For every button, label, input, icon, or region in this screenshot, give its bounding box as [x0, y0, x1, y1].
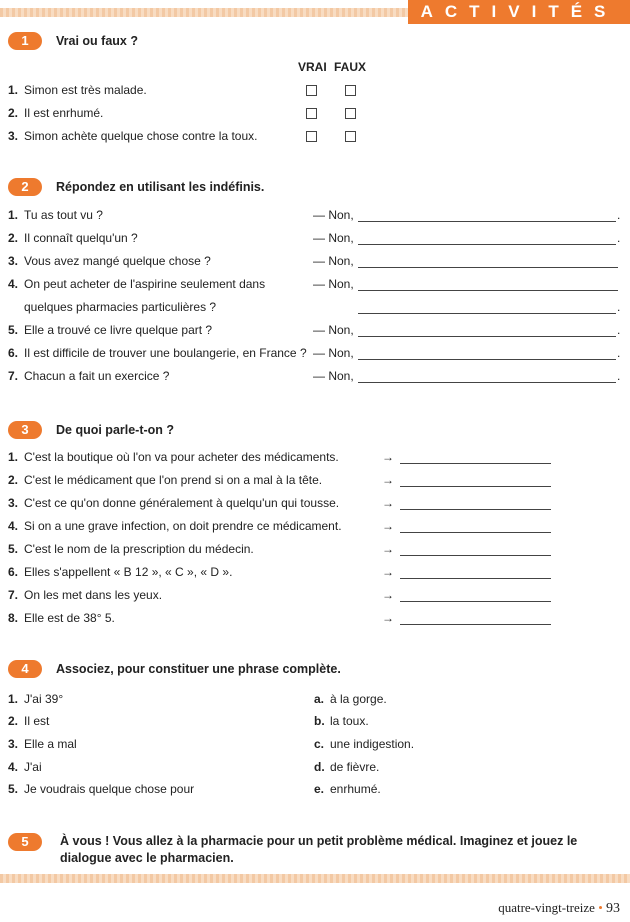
s3-arrow-4: → [382, 519, 394, 533]
s2-answer-line-1[interactable] [358, 221, 616, 222]
s2-item-3: 3. Vous avez mangé quelque chose ? [8, 254, 211, 268]
s2-item-2: 2. Il connaît quelqu'un ? [8, 231, 138, 245]
footer-bullet: • [598, 900, 603, 915]
s2-item-5: 5. Elle a trouvé ce livre quelque part ? [8, 323, 213, 337]
s3-item-2: 2. C'est le médicament que l'on prend si on a mal à la tête. [8, 473, 323, 487]
s3-arrow-8: → [382, 611, 394, 625]
s2-answer-line-2[interactable] [358, 244, 616, 245]
s3-arrow-7: → [382, 588, 394, 602]
s3-item-8: 8. Elle est de 38° 5. [8, 611, 115, 625]
s2-answer-line-6[interactable] [358, 359, 616, 360]
s4-right-e: e. enrhumé. [314, 782, 381, 796]
s3-answer-line-7[interactable] [400, 601, 551, 602]
section-4-title: Associez, pour constituer une phrase complète. [56, 662, 341, 676]
section-1-badge: 1 [8, 32, 42, 50]
s2-answer-line-3[interactable] [358, 267, 618, 268]
section-2-title: Répondez en utilisant les indéfinis. [56, 180, 265, 194]
section-5-text: À vous ! Vous allez à la pharmacie pour un petit problème médical. Imaginez et jouez le dialogue avec le pharmacien. [60, 834, 578, 865]
section-2-badge: 2 [8, 178, 42, 196]
section-1-header [8, 32, 138, 50]
faux-column-header: FAUX [334, 60, 367, 74]
s1-3-faux-checkbox[interactable] [345, 131, 356, 142]
s1-item-3: 3. Simon achète quelque chose contre la toux. [8, 129, 258, 143]
top-decorative-bar [0, 8, 408, 17]
s2-reply-5: — Non, [313, 323, 354, 337]
s2-dot-5: . [617, 323, 621, 337]
s3-arrow-1: → [382, 450, 394, 464]
section-4-badge: 4 [8, 660, 42, 678]
s3-item-3: 3. C'est ce qu'on donne généralement à quelqu'un qui tousse. [8, 496, 340, 510]
s3-answer-line-2[interactable] [400, 486, 551, 487]
s4-left-4: 4. J'ai [8, 760, 42, 774]
s3-item-7: 7. On les met dans les yeux. [8, 588, 163, 602]
s1-2-faux-checkbox[interactable] [345, 108, 356, 119]
bottom-decorative-bar [0, 874, 630, 883]
s3-answer-line-4[interactable] [400, 532, 551, 533]
section-3-header [8, 421, 174, 439]
s3-item-1: 1. C'est la boutique où l'on va pour acheter des médicaments. [8, 450, 339, 464]
s1-2-vrai-checkbox[interactable] [306, 108, 317, 119]
s4-right-d: d. de fièvre. [314, 760, 380, 774]
page-footer [498, 900, 620, 917]
s2-answer-line-4b[interactable] [358, 313, 616, 314]
s2-reply-1: — Non, [313, 208, 354, 222]
s3-item-6: 6. Elles s'appellent « B 12 », « C », « D ». [8, 565, 233, 579]
s4-left-2: 2. Il est [8, 714, 50, 728]
s2-answer-line-4[interactable] [358, 290, 618, 291]
s4-left-3: 3. Elle a mal [8, 737, 77, 751]
s4-left-5: 5. Je voudrais quelque chose pour [8, 782, 195, 796]
s3-arrow-6: → [382, 565, 394, 579]
section-5-header [8, 833, 56, 851]
s2-dot-6: . [617, 346, 621, 360]
s3-answer-line-1[interactable] [400, 463, 551, 464]
s3-arrow-2: → [382, 473, 394, 487]
s2-reply-2: — Non, [313, 231, 354, 245]
s2-item-4-cont: quelques pharmacies particulières ? [24, 300, 217, 314]
section-2-header [8, 178, 264, 196]
s2-item-1: 1. Tu as tout vu ? [8, 208, 103, 222]
section-5-badge: 5 [8, 833, 42, 851]
s2-dot-1: . [617, 208, 621, 222]
s3-arrow-3: → [382, 496, 394, 510]
s3-item-4: 4. Si on a une grave infection, on doit prendre ce médicament. [8, 519, 342, 533]
s1-1-vrai-checkbox[interactable] [306, 85, 317, 96]
s2-reply-3: — Non, [313, 254, 354, 268]
s4-right-c: c. une indigestion. [314, 737, 415, 751]
section-3-title: De quoi parle-t-on ? [56, 423, 175, 437]
s2-dot-4: . [617, 300, 621, 314]
page-number: 93 [606, 901, 620, 916]
s3-answer-line-8[interactable] [400, 624, 551, 625]
s3-arrow-5: → [382, 542, 394, 556]
s2-dot-7: . [617, 369, 621, 383]
s3-answer-line-3[interactable] [400, 509, 551, 510]
s2-reply-6: — Non, [313, 346, 354, 360]
s2-item-4: 4. On peut acheter de l'aspirine seulement dans [8, 277, 266, 291]
page-number-words: quatre-vingt-treize [498, 900, 595, 915]
section-1-title: Vrai ou faux ? [56, 34, 138, 48]
s2-reply-7: — Non, [313, 369, 354, 383]
s3-item-5: 5. C'est le nom de la prescription du médecin. [8, 542, 254, 556]
section-3-badge: 3 [8, 421, 42, 439]
s2-dot-2: . [617, 231, 621, 245]
s4-right-a: a. à la gorge. [314, 692, 387, 706]
s1-3-vrai-checkbox[interactable] [306, 131, 317, 142]
s1-item-1: 1. Simon est très malade. [8, 83, 147, 97]
s1-item-2: 2. Il est enrhumé. [8, 106, 104, 120]
s4-right-b: b. la toux. [314, 714, 369, 728]
s2-answer-line-7[interactable] [358, 382, 616, 383]
s4-left-1: 1. J'ai 39° [8, 692, 64, 706]
s2-item-6: 6. Il est difficile de trouver une boulangerie, en France ? [8, 346, 307, 360]
vrai-column-header: VRAI [298, 60, 327, 74]
s2-reply-4: — Non, [313, 277, 354, 291]
s2-answer-line-5[interactable] [358, 336, 616, 337]
s3-answer-line-6[interactable] [400, 578, 551, 579]
s2-item-7: 7. Chacun a fait un exercice ? [8, 369, 170, 383]
section-4-header [8, 660, 341, 678]
activites-banner: ACTIVITÉS [408, 0, 630, 24]
s3-answer-line-5[interactable] [400, 555, 551, 556]
s1-1-faux-checkbox[interactable] [345, 85, 356, 96]
